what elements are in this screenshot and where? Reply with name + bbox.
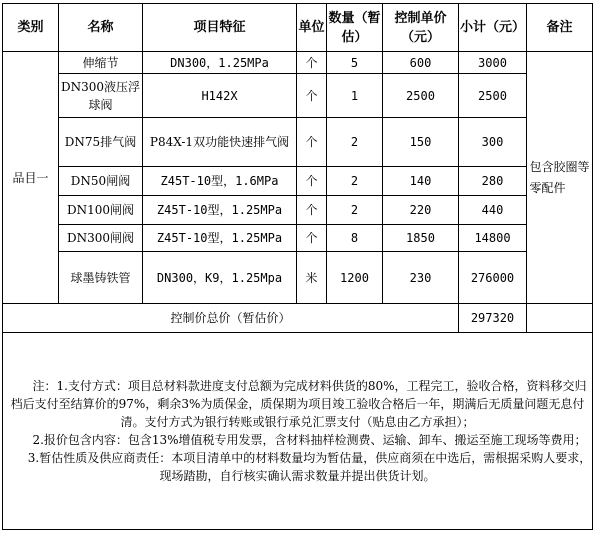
remark-text: 包含胶圈等零配件 xyxy=(529,159,590,195)
notes-cell xyxy=(3,333,593,530)
item-unit: 个 xyxy=(297,167,327,196)
item-feature: Z45T-10型，1.6MPa xyxy=(143,167,297,196)
item-unit: 个 xyxy=(297,52,327,74)
item-subtotal: 280 xyxy=(459,167,527,196)
item-name: DN50闸阀 xyxy=(59,167,143,196)
item-unit: 个 xyxy=(297,118,327,167)
item-feature: P84X-1双功能快速排气阀 xyxy=(143,118,297,167)
item-subtotal: 276000 xyxy=(459,252,527,304)
item-name: DN300闸阀 xyxy=(59,225,143,252)
table-row xyxy=(3,167,593,196)
header-qty: 数量（暂估） xyxy=(327,4,383,52)
total-row xyxy=(3,304,593,333)
quotation-table xyxy=(2,3,593,530)
header-row xyxy=(3,4,593,52)
item-feature: Z45T-10型，1.25MPa xyxy=(143,225,297,252)
header-subtotal: 小计（元） xyxy=(459,4,527,52)
total-value: 297320 xyxy=(459,304,527,333)
item-name: DN75排气阀 xyxy=(59,118,143,167)
header-category: 类别 xyxy=(3,4,59,52)
item-price: 230 xyxy=(383,252,459,304)
item-unit: 个 xyxy=(297,196,327,225)
item-price: 600 xyxy=(383,52,459,74)
notes-row xyxy=(3,333,593,530)
item-qty: 2 xyxy=(327,118,383,167)
header-name: 名称 xyxy=(59,4,143,52)
item-price: 220 xyxy=(383,196,459,225)
note-quote-content: 2.报价包含内容：包含13%增值税专用发票，含材料抽样检测费、运输、卸车、搬运至施工现场等费用； xyxy=(32,433,587,447)
header-price: 控制单价（元） xyxy=(383,4,459,52)
item-qty: 2 xyxy=(327,196,383,225)
table-row xyxy=(3,225,593,252)
table-row xyxy=(3,52,593,74)
item-price: 150 xyxy=(383,118,459,167)
item-subtotal: 300 xyxy=(459,118,527,167)
item-name: DN300液压浮球阀 xyxy=(59,74,143,118)
note-supplier-duty: 3.暂估性质及供应商责任：本项目清单中的材料数量均为暂估量，供应商须在中选后，需根据采购人要求，现场踏勘，自行核实确认需求数量并提出供货计划。 xyxy=(27,451,592,483)
item-name: 球墨铸铁管 xyxy=(59,252,143,304)
total-label: 控制价总价（暂估价） xyxy=(3,304,459,333)
table-row xyxy=(3,196,593,225)
note-payment: 注：1.支付方式：项目总材料款进度支付总额为完成材料供货的80%，工程完工，验收合格，资料移交归档后支付至结算价的97%，剩余3%为质保金，质保期为项目竣工验收合格后一年，期满后无质量问题无息付清。支付方式为银行转账或银行承兑汇票支付（贴息由乙方承担）； xyxy=(10,379,587,429)
item-unit: 个 xyxy=(297,225,327,252)
item-name: DN100闸阀 xyxy=(59,196,143,225)
item-qty: 8 xyxy=(327,225,383,252)
item-qty: 2 xyxy=(327,167,383,196)
item-qty: 1200 xyxy=(327,252,383,304)
table-row xyxy=(3,118,593,167)
item-feature: H142X xyxy=(143,74,297,118)
header-remark: 备注 xyxy=(527,4,593,52)
category-cell: 品目一 xyxy=(3,52,59,304)
table-row xyxy=(3,252,593,304)
item-unit: 米 xyxy=(297,252,327,304)
item-subtotal: 3000 xyxy=(459,52,527,74)
item-qty: 5 xyxy=(327,52,383,74)
item-unit: 个 xyxy=(297,74,327,118)
item-subtotal: 14800 xyxy=(459,225,527,252)
total-empty-cell xyxy=(527,304,593,333)
item-price: 1850 xyxy=(383,225,459,252)
item-price: 2500 xyxy=(383,74,459,118)
table-row xyxy=(3,74,593,118)
header-unit: 单位 xyxy=(297,4,327,52)
item-subtotal: 2500 xyxy=(459,74,527,118)
item-qty: 1 xyxy=(327,74,383,118)
item-name: 伸缩节 xyxy=(59,52,143,74)
item-feature: DN300，K9，1.25Mpa xyxy=(143,252,297,304)
item-price: 140 xyxy=(383,167,459,196)
remark-cell xyxy=(527,52,593,304)
item-subtotal: 440 xyxy=(459,196,527,225)
item-feature: DN300，1.25MPa xyxy=(143,52,297,74)
header-feature: 项目特征 xyxy=(143,4,297,52)
item-feature: Z45T-10型，1.25MPa xyxy=(143,196,297,225)
